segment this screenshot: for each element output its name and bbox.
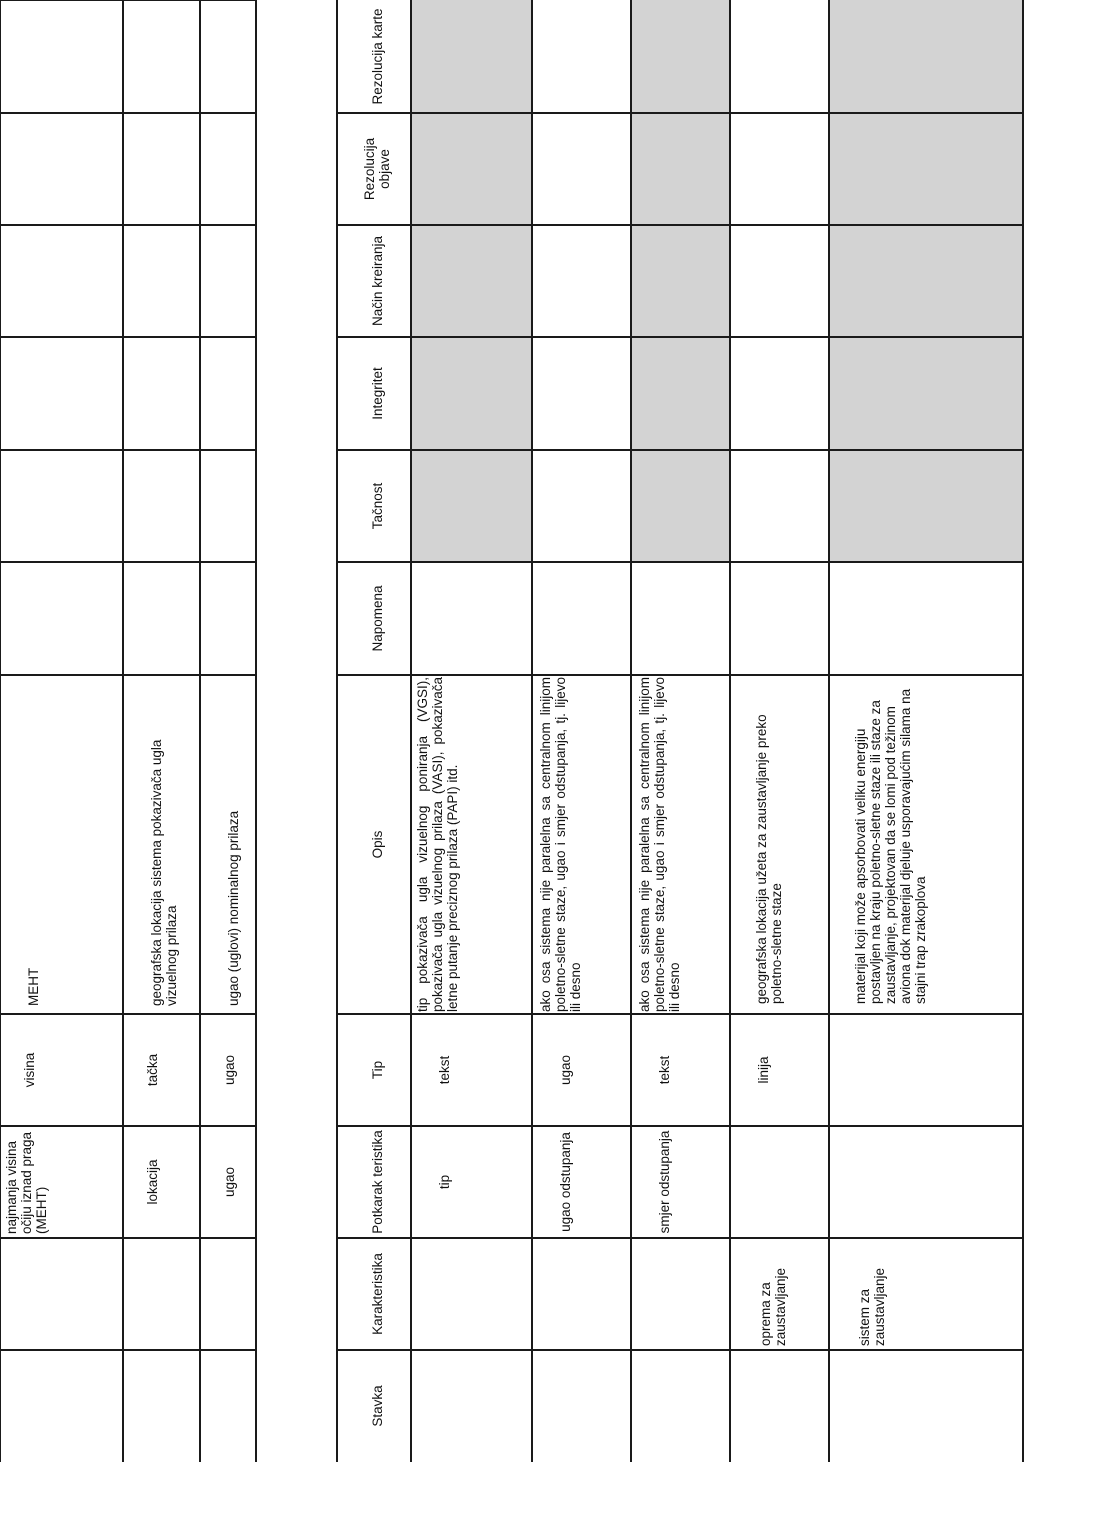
row-5-karakteristika: sistem za zaustavljanje — [857, 1267, 887, 1346]
grid-line — [337, 1125, 1023, 1127]
column-header-stavka: Stavka — [369, 1385, 385, 1427]
grid-line — [199, 0, 201, 1462]
grid-line — [336, 0, 338, 1462]
grid-line — [0, 0, 256, 1]
top-row-3-potkarakteristika: ugao — [222, 1166, 237, 1198]
grid-line — [337, 674, 1023, 676]
top-row-3-opis: ugao (uglovi) nominalnog prilaza — [226, 810, 241, 1006]
grid-line — [122, 0, 124, 1462]
grid-line — [0, 224, 256, 226]
top-row-1-potkarakteristika: najmanja visina očiju iznad praga (MEHT) — [4, 1131, 49, 1234]
row-4-tip: linija — [756, 1056, 771, 1084]
column-header-opis: Opis — [369, 830, 385, 859]
grid-line — [0, 1237, 256, 1239]
top-row-2-opis: geografska lokacija sistema pokazivača ugla vizuelnog prilaza — [149, 739, 179, 1006]
grid-line — [729, 0, 731, 1462]
row-4-karakteristika: oprema za zaustavljanje — [758, 1267, 788, 1346]
grid-line — [0, 1349, 256, 1351]
grid-line — [0, 1013, 256, 1015]
grid-line — [0, 1125, 256, 1127]
shaded-cell-row-3 — [631, 0, 730, 562]
row-2-potkarakteristika: ugao odstupanja — [558, 1132, 573, 1232]
column-header-tacnost: Tačnost — [369, 482, 385, 530]
grid-line — [255, 0, 257, 1462]
grid-line — [0, 336, 256, 338]
grid-line — [0, 0, 1, 1462]
grid-line — [337, 449, 1023, 451]
grid-line — [630, 0, 632, 1462]
grid-line — [337, 1349, 1023, 1351]
row-2-tip: ugao — [558, 1054, 573, 1086]
shaded-cell-row-5 — [829, 0, 1023, 562]
column-header-napomena: Napomena — [369, 585, 385, 652]
grid-line — [337, 336, 1023, 338]
row-3-opis: ako osa sistema nije paralelna sa centralnom linijom poletno-sletne staze, ugao i smjer odstupanja, tj. lijevo ili desno — [637, 677, 682, 1012]
row-1-opis: tip pokazivača ugla vizuelnog poniranja (VGSI), pokazivača ugla vizuelnog prilaza (VASI), pokazivača letne putanje preciznog prilaza (PAPI) itd. — [415, 677, 460, 1012]
row-1-tip: tekst — [437, 1055, 452, 1085]
grid-line — [0, 112, 256, 114]
grid-line — [0, 561, 256, 563]
top-row-1-opis: MEHT — [26, 967, 41, 1006]
column-header-integritet: Integritet — [369, 367, 385, 420]
column-header-nacin-kreiranja: Način kreiranja — [369, 235, 385, 327]
grid-line — [337, 112, 1023, 114]
row-3-potkarakteristika: smjer odstupanja — [657, 1130, 672, 1234]
grid-line — [337, 224, 1023, 226]
row-2-opis: ako osa sistema nije paralelna sa centralnom linijom poletno-sletne staze, ugao i smjer odstupanja, tj. lijevo ili desno — [538, 677, 583, 1012]
grid-line — [0, 674, 256, 676]
top-row-2-potkarakteristika: lokacija — [145, 1159, 160, 1205]
grid-line — [410, 0, 412, 1462]
grid-line — [828, 0, 830, 1462]
grid-line — [0, 449, 256, 451]
grid-line — [531, 0, 533, 1462]
row-3-tip: tekst — [657, 1055, 672, 1085]
grid-line — [1022, 0, 1024, 1462]
column-header-rezolucija-objave: Rezolucija objave — [362, 137, 392, 201]
row-4-opis: geografska lokacija užeta za zaustavljanje preko poletno-sletne staze — [754, 714, 784, 1004]
grid-line — [337, 561, 1023, 563]
shaded-cell-row-1 — [411, 0, 532, 562]
grid-line — [337, 1237, 1023, 1239]
grid-line — [337, 1013, 1023, 1015]
top-row-1-tip: visina — [22, 1052, 37, 1088]
row-1-potkarakteristika: tip — [437, 1174, 452, 1190]
row-5-opis: materijal koji može apsorbovati veliku energiju postavljen na kraju poletno-sletne staze ili staze za zaustavljanje, projektovan da se lomi pod težinom aviona dok materijal djeluje usporavajućim silama na stajni trap zrakoplova — [853, 688, 928, 1004]
column-header-potkarakteristika: Potkarak teristika — [369, 1130, 385, 1234]
column-header-tip: Tip — [369, 1060, 385, 1080]
top-row-2-tip: tačka — [145, 1053, 160, 1087]
column-header-karakteristika: Karakteristika — [369, 1253, 385, 1335]
column-header-rezolucija-karte: Rezolucija karte — [369, 8, 385, 105]
top-row-3-tip: ugao — [222, 1054, 237, 1086]
